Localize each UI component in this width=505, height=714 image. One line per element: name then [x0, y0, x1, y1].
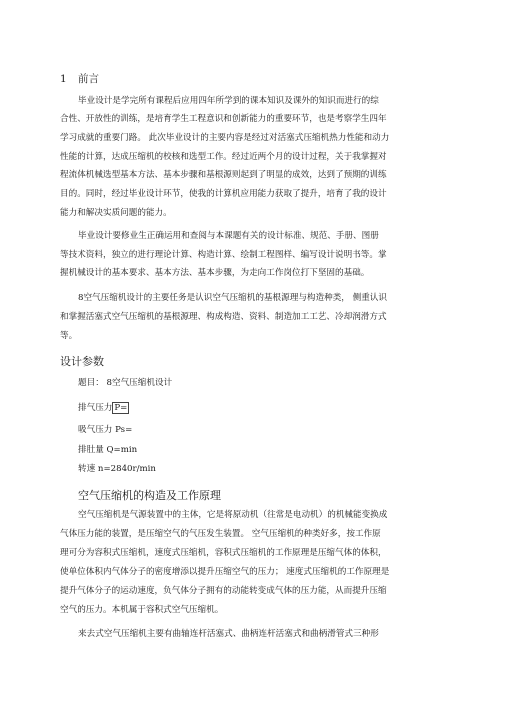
intro-line: 毕业设计要修业生正确运用和查阅与本课题有关的设计标准、规范、手册、图册 [78, 231, 379, 241]
intro-line: 程流体机械选型基本方法、基本步骤和基根源则起到了明显的成效，达到了预期的训练 [60, 170, 387, 180]
section-title: 前言 [78, 73, 100, 85]
param-topic: 题目： 8空气压缩机设计 [78, 378, 173, 388]
section-number: 1 [60, 73, 67, 85]
discharge-boxed-value: P= [114, 403, 128, 413]
intro-line: 能力和解决实质问题的能力。 [60, 208, 172, 218]
intro-line: 8空气压缩机设计的主要任务是认识空气压缩机的基根源理与构造种类， 侧重认识 [78, 293, 387, 303]
intro-line: 目的。同时，经过毕业设计环节，使我的计算机应用能力获取了提升，培育了我的设计 [60, 189, 387, 199]
intro-line: 握机械设计的基本要求、基本方法、基本步骤，为走向工作岗位打下坚固的基础。 [60, 268, 370, 278]
intro-line: 和掌握活塞式空气压缩机的基根源理、构成构造、资料、制造加工工艺、冷却润滑方式 [60, 312, 387, 322]
body-line: 使单位体积内气体分子的密度增添以提升压缩空气的压力； 速度式压缩机的工作原理是 [60, 567, 390, 577]
param-discharge-pressure [78, 402, 129, 414]
body-line: 气体压力能的装置，是压缩空气的气压发生装置。 空气压缩机的种类好多，按工作原 [60, 529, 381, 539]
section-1-heading [60, 71, 99, 86]
intro-line: 等。 [60, 331, 78, 341]
intro-line: 等技术资料，独立的进行理论计算、构造计算、绘制工程图样、编写设计说明书等。掌 [60, 250, 387, 260]
body-line: 空气的压力。本机属于容积式空气压缩机。 [60, 605, 224, 615]
param-suction-pressure: 吸气压力 Ps= [78, 425, 133, 435]
section-2-heading: 空气压缩机的构造及工作原理 [78, 489, 221, 502]
body-line: 提升气体分子的运动速度，负气体分子拥有的动能转变成气体的压力能，从而提升压缩 [60, 586, 387, 596]
intro-line: 性能的计算，达成压缩机的校核和选型工作。经过近两个月的设计过程，关于我掌握对 [60, 152, 387, 162]
param-speed: 转速 n=2840r/min [78, 464, 156, 474]
body-line: 来去式空气压缩机主要有曲轴连杆活塞式、曲柄连杆活塞式和曲柄滑管式三种形 [78, 629, 379, 639]
body-line: 空气压缩机是气源装置中的主体，它是将原动机（往常是电动机）的机械能变换成 [78, 510, 388, 520]
discharge-label: 排气压力 [78, 403, 113, 413]
intro-line: 合性、开放性的训练，是培育学生工程意识和创新能力的重要环节，也是考察学生四年 [60, 114, 387, 124]
body-line: 理可分为容积式压缩机，速度式压缩机，容积式压缩机的工作原理是压缩气体的体积， [60, 548, 387, 558]
param-displacement: 排肚量 Q=min [78, 445, 138, 455]
intro-line: 毕业设计是学完所有课程后应用四年所学到的课本知识及课外的知识而进行的综 [78, 96, 379, 106]
intro-line: 学习成就的重要门路。 此次毕业设计的主要内容是经过对活塞式压缩机热力性能和动力 [60, 133, 390, 143]
design-params-heading: 设计参数 [60, 355, 104, 368]
